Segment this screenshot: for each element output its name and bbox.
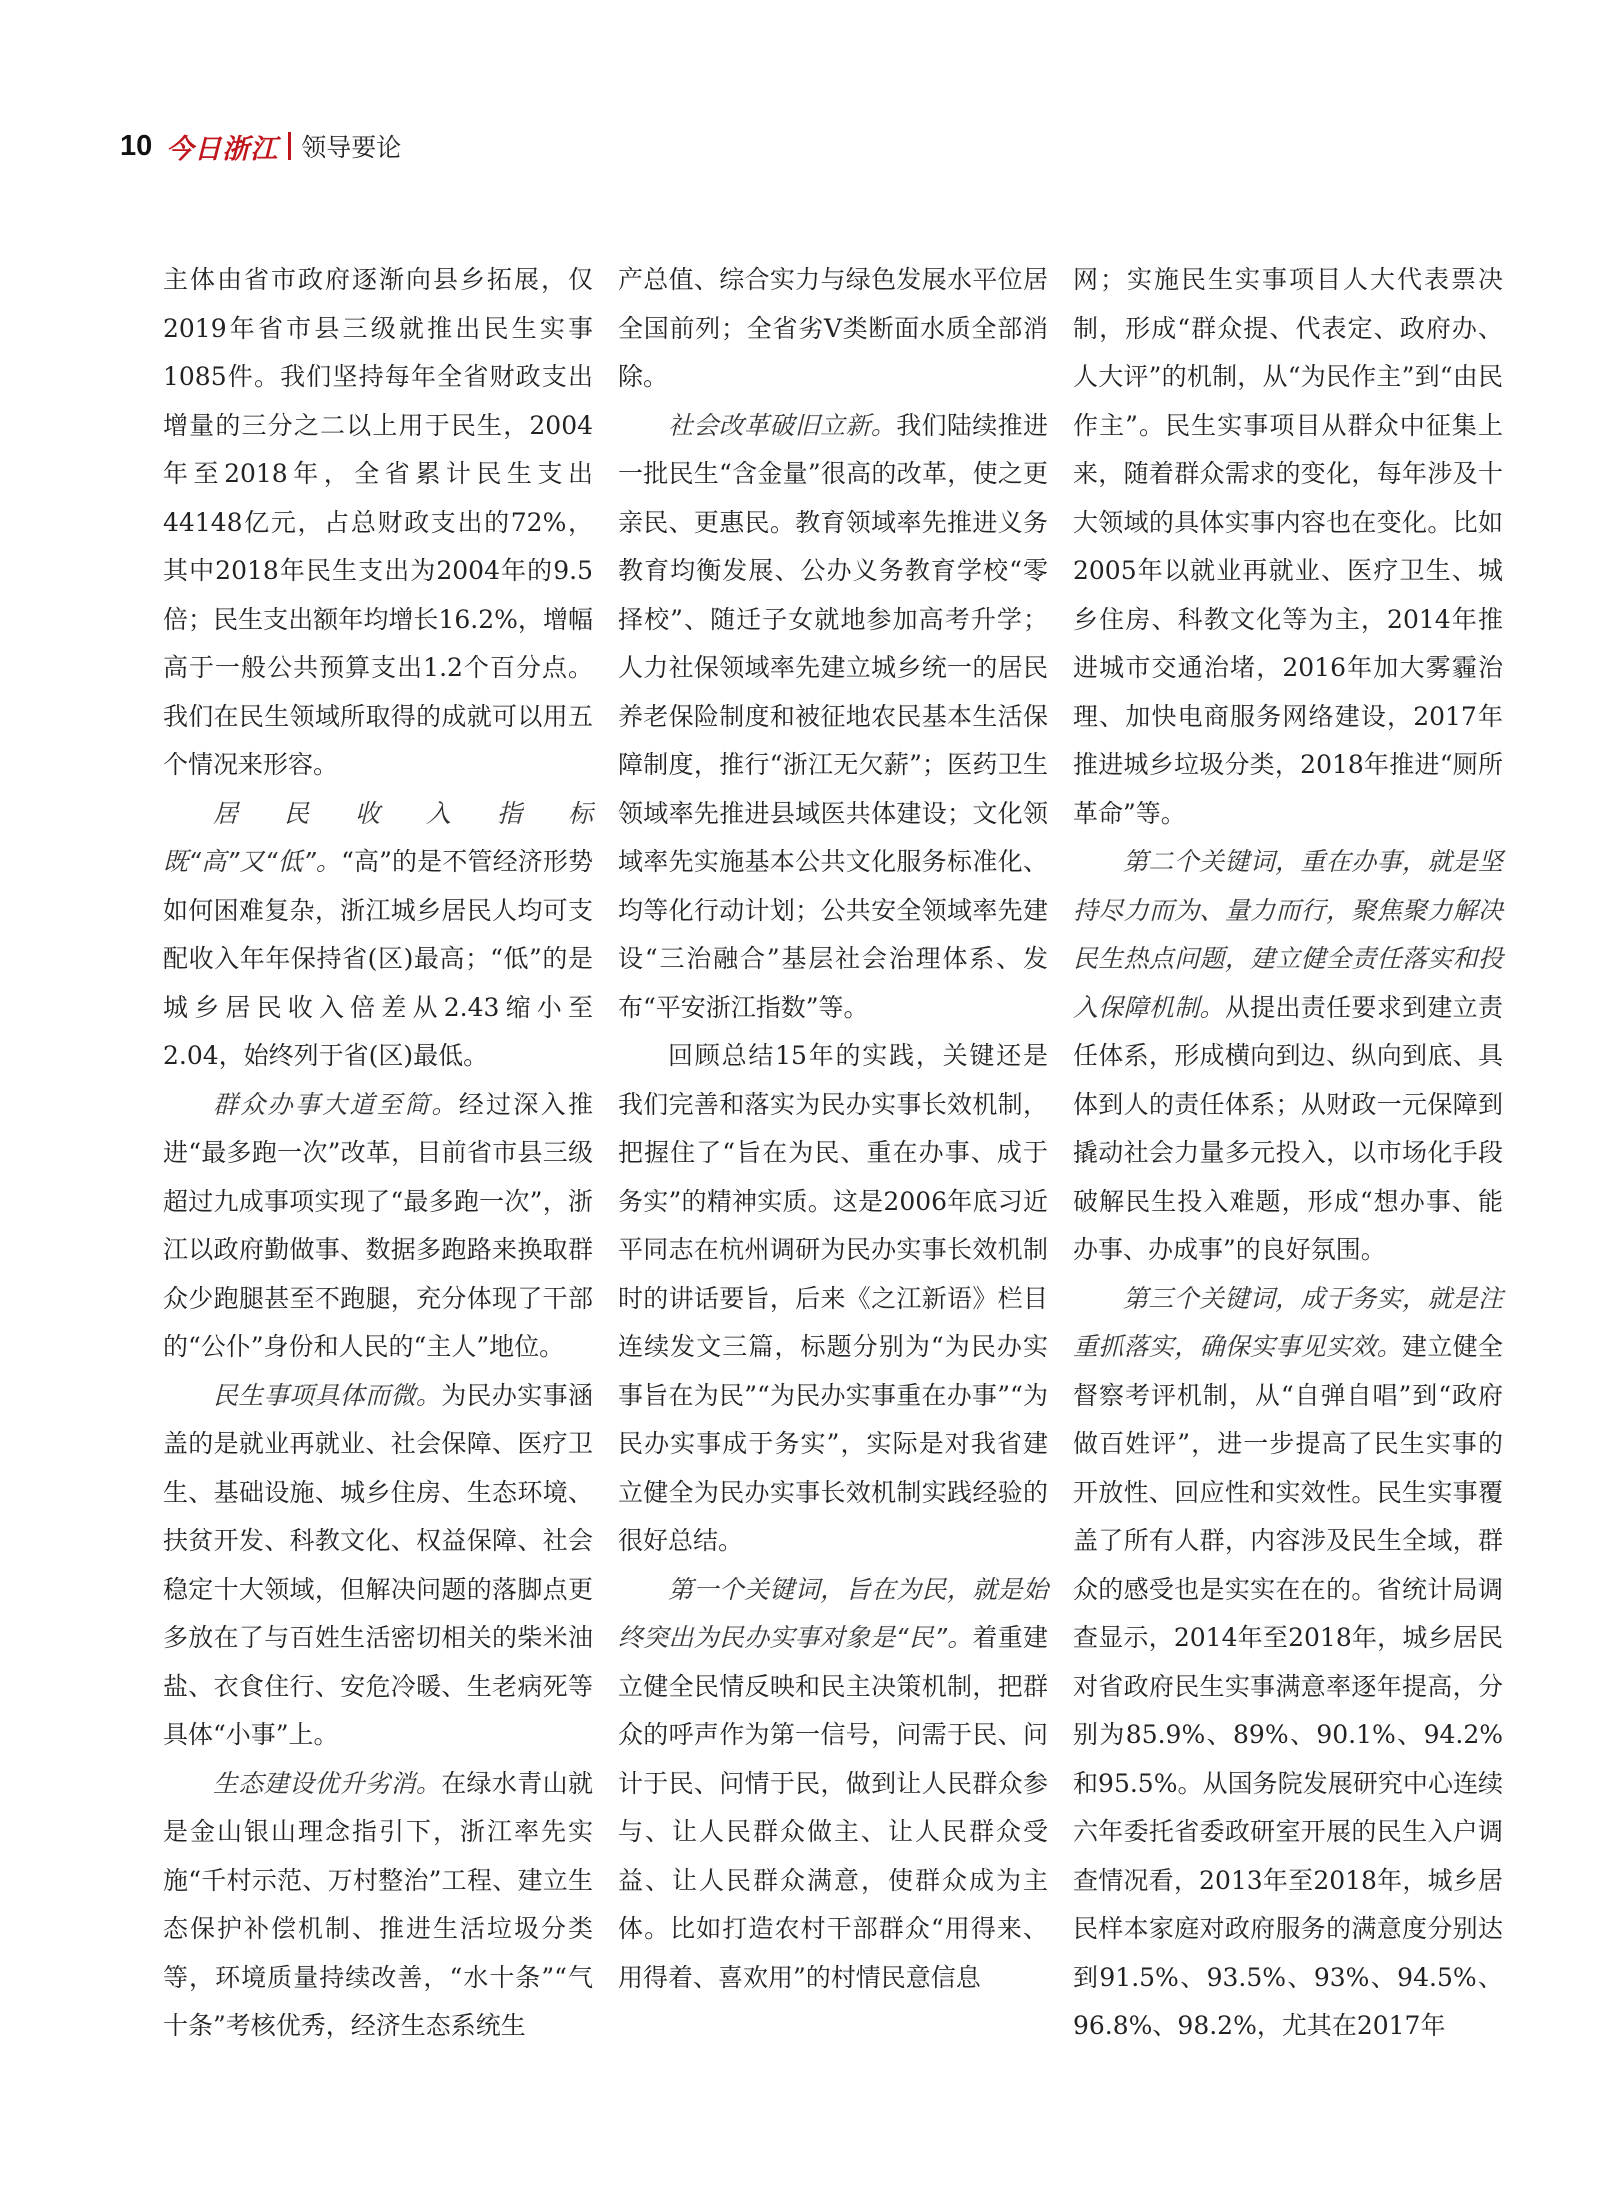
text-column-1 — [163, 256, 593, 2051]
paragraph-keyword: 生态建设优升劣消。 — [213, 1768, 442, 1798]
paragraph-keyword: 第三个关键词，成于务实，就是注重抓落实，确保实事见实效。 — [1073, 1283, 1503, 1361]
paragraph-keyword: 第二个关键词，重在办事，就是坚持尽力而为、量力而行，聚焦聚力解决民生热点问题，建立健全责任落实和投入保障机制。 — [1073, 847, 1503, 1022]
paragraph-keyword: 民生事项具体而微。 — [213, 1380, 442, 1410]
paragraph — [1073, 838, 1503, 1275]
magazine-logo: 今日浙江 — [166, 133, 279, 165]
paragraph-text: 网；实施民生实事项目人大代表票决制，形成“群众提、代表定、政府办、人大评”的机制，从“为民作主”到“由民作主”。民生实事项目从群众中征集上来，随着群众需求的变化，每年涉及十大领域的具体实事内容也在变化。比如2005年以就业再就业、医疗卫生、城乡住房、科教文化等为主，2014年推进城市交通治堵，2016年加大雾霾治理、加快电商服务网络建设，2017年推进城乡垃圾分类，2018年推进“厕所革命”等。 — [1073, 265, 1503, 828]
paragraph — [163, 1372, 593, 1760]
paragraph-text: 为民办实事涵盖的是就业再就业、社会保障、医疗卫生、基础设施、城乡住房、生态环境、扶贫开发、科教文化、权益保障、社会稳定十大领域，但解决问题的落脚点更多放在了与百姓生活密切相关的柴米油盐、衣食住行、安危冷暖、生老病死等具体“小事”上。 — [163, 1380, 593, 1749]
paragraph-text: 回顾总结15年的实践，关键还是我们完善和落实为民办实事长效机制，把握住了“旨在为民、重在办事、成于务实”的精神实质。这是2006年底习近平同志在杭州调研为民办实事长效机制时的讲话要旨，后来《之江新语》栏目连续发文三篇，标题分别为“为民办实事旨在为民”“为民办实事重在办事”“为民办实事成于务实”，实际是对我省建立健全为民办实事长效机制实践经验的很好总结。 — [618, 1041, 1048, 1555]
section-title: 领导要论 — [301, 133, 402, 162]
paragraph-text: 从提出责任要求到建立责任体系，形成横向到边、纵向到底、具体到人的责任体系；从财政一元保障到撬动社会力量多元投入，以市场化手段破解民生投入难题，形成“想办事、能办事、办成事”的良好氛围。 — [1073, 992, 1503, 1264]
paragraph — [163, 790, 593, 1081]
page-number: 10 — [120, 129, 153, 162]
paragraph-keyword: 群众办事大道至简。 — [213, 1089, 459, 1119]
paragraph — [163, 1081, 593, 1372]
text-column-2 — [618, 256, 1048, 2002]
paragraph — [618, 1032, 1048, 1566]
paragraph-text: 主体由省市政府逐渐向县乡拓展，仅2019年省市县三级就推出民生实事1085件。我们坚持每年全省财政支出增量的三分之二以上用于民生，2004年至2018年，全省累计民生支出44148亿元，占总财政支出的72%，其中2018年民生支出为2004年的9.5倍；民生支出额年均增长16.2%，增幅高于一般公共预算支出1.2个百分点。我们在民生领域所取得的成就可以用五个情况来形容。 — [163, 265, 593, 779]
paragraph-keyword: 社会改革破旧立新。 — [668, 410, 897, 440]
page-header — [120, 126, 401, 166]
paragraph — [1073, 1275, 1503, 2051]
paragraph-text: 经过深入推进“最多跑一次”改革，目前省市县三级超过九成事项实现了“最多跑一次”，浙江以政府勤做事、数据多跑路来换取群众少跑腿甚至不跑腿，充分体现了干部的“公仆”身份和人民的“主人”地位。 — [163, 1089, 593, 1361]
header-divider — [288, 132, 291, 160]
paragraph-text: 在绿水青山就是金山银山理念指引下，浙江率先实施“千村示范、万村整治”工程、建立生态保护补偿机制、推进生活垃圾分类等，环境质量持续改善，“水十条”“气十条”考核优秀，经济生态系统生 — [163, 1768, 593, 2040]
paragraph-text: 我们陆续推进一批民生“含金量”很高的改革，使之更亲民、更惠民。教育领域率先推进义务教育均衡发展、公办义务教育学校“零择校”、随迁子女就地参加高考升学；人力社保领域率先建立城乡统一的居民养老保险制度和被征地农民基本生活保障制度，推行“浙江无欠薪”；医药卫生领域率先推进县域医共体建设；文化领域率先实施基本公共文化服务标准化、均等化行动计划；公共安全领域率先建设“三治融合”基层社会治理体系、发布“平安浙江指数”等。 — [618, 410, 1048, 1022]
paragraph-keyword: 居民收入指标既“高”又“低”。 — [163, 798, 593, 876]
text-column-3 — [1073, 256, 1503, 2051]
paragraph-text: 着重建立健全民情反映和民主决策机制，把群众的呼声作为第一信号，问需于民、问计于民、问情于民，做到让人民群众参与、让人民群众做主、让人民群众受益、让人民群众满意，使群众成为主体。比如打造农村干部群众“用得来、用得着、喜欢用”的村情民意信息 — [618, 1623, 1048, 1992]
paragraph — [1073, 256, 1503, 838]
paragraph — [163, 1760, 593, 2051]
paragraph — [618, 402, 1048, 1033]
paragraph — [163, 256, 593, 790]
paragraph — [618, 256, 1048, 402]
paragraph-text: 产总值、综合实力与绿色发展水平位居全国前列；全省劣Ⅴ类断面水质全部消除。 — [618, 265, 1048, 391]
paragraph — [618, 1566, 1048, 2003]
paragraph-text: 建立健全督察考评机制，从“自弹自唱”到“政府做百姓评”，进一步提高了民生实事的开放性、回应性和实效性。民生实事覆盖了所有人群，内容涉及民生全域，群众的感受也是实实在在的。省统计局调查显示，2014年至2018年，城乡居民对省政府民生实事满意率逐年提高，分别为85.9%、89%、90.1%、94.2%和95.5%。从国务院发展研究中心连续六年委托省委政研室开展的民生入户调查情况看，2013年至2018年，城乡居民样本家庭对政府服务的满意度分别达到91.5%、93.5%、93%、94.5%、96.8%、98.2%，尤其在2017年 — [1073, 1332, 1503, 2040]
paragraph-text: “高”的是不管经济形势如何困难复杂，浙江城乡居民人均可支配收入年年保持省(区)最高；“低”的是城乡居民收入倍差从2.43缩小至2.04，始终列于省(区)最低。 — [163, 847, 594, 1070]
paragraph-keyword: 第一个关键词，旨在为民，就是始终突出为民办实事对象是“民”。 — [618, 1574, 1048, 1652]
